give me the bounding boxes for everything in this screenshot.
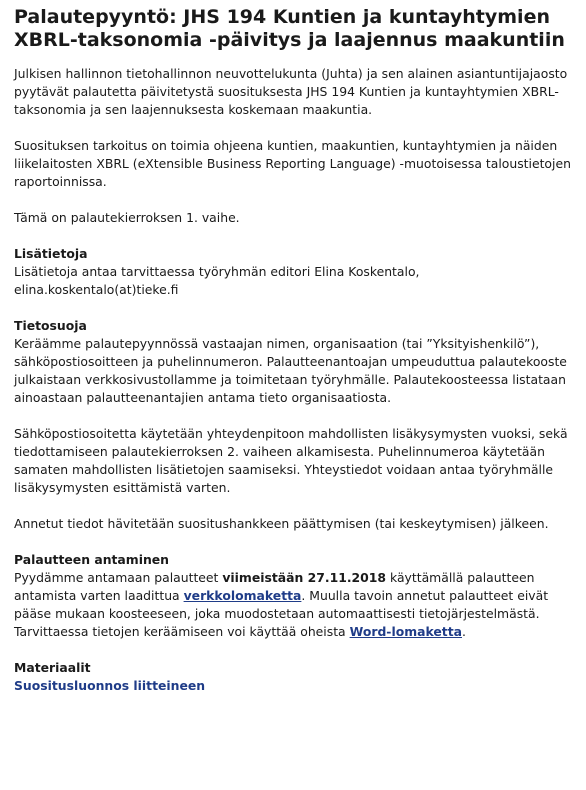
tietosuoja-paragraph-2: Sähköpostiosoitetta käytetään yhteydenpitoon mahdollisten lisäkysymysten vuoksi, sekä tiedottamiseen palautekierroksen 2. vaiheen alkamisesta. Puhelinnumeroa käytetään samaten mahdollisten lisätietojen saamiseksi. Yhteystiedot voidaan antaa työryhmälle lisäkysymysten esittämistä varten. [14,426,568,495]
palaute-heading: Palautteen antaminen [14,552,169,567]
page-title: Palautepyyntö: JHS 194 Kuntien ja kuntayhtymien XBRL-taksonomia -päivitys ja laajennus maakuntiin [14,6,565,51]
intro-paragraph-2: Suosituksen tarkoitus on toimia ohjeena kuntien, maakuntien, kuntayhtymien ja näiden liikelaitosten XBRL (eXtensible Business Reporting Language) -muotoisessa taloustietojen raportoinnissa. [14,138,571,189]
lisatietoja-text: Lisätietoja antaa tarvittaessa työryhmän editori Elina Koskentalo, elina.koskentalo(at)tieke.fi [14,264,420,297]
verkkolomake-link[interactable]: verkkolomaketta [183,588,302,603]
palaute-text-4: . [462,624,466,639]
materiaalit-paragraph [14,677,572,695]
intro-paragraph-3: Tämä on palautekierroksen 1. vaihe. [14,210,240,225]
tietosuoja-paragraph-3: Annetut tiedot hävitetään suositushankkeen päättymisen (tai keskeytymisen) jälkeen. [14,516,549,531]
palaute-text-3: . Muulla tavoin annetut palautteet eivät pääse mukaan koosteeseen, joka muodostetaan automaattisesti tietojärjestelmästä. Tarvittaessa tietojen keräämiseen voi käyttää oheista [14,588,549,639]
intro-paragraph-1: Julkisen hallinnon tietohallinnon neuvottelukunta (Juhta) ja sen alainen asiantuntijajaosto pyytävät palautetta päivitetystä suosituksesta JHS 194 Kuntien ja kuntayhtymien XBRL-taksonomia ja sen laajennuksesta koskemaan maakuntia. [14,66,568,117]
palaute-text-2: käyttämällä palautteen antamista varten laadittua [14,570,535,603]
materiaalit-heading: Materiaalit [14,660,91,675]
word-lomake-link[interactable]: Word-lomaketta [349,624,463,639]
palaute-text-1: Pyydämme antamaan palautteet [14,570,223,585]
lisatietoja-heading: Lisätietoja [14,246,88,261]
palaute-paragraph [14,569,572,641]
suositusluonnos-link[interactable]: Suositusluonnos liitteineen [14,678,206,693]
tietosuoja-heading: Tietosuoja [14,318,87,333]
tietosuoja-paragraph-1: Keräämme palautepyynnössä vastaajan nimen, organisaation (tai ”Yksityishenkilö”), sähköpostiosoitteen ja puhelinnumeron. Palautteenantoajan umpeuduttua palautekooste julkaistaan verkkosivustollamme ja toimitetaan työryhmälle. Palautekoosteessa listataan ainoastaan palautteenantajien antama tieto organisaatiosta. [14,336,567,405]
palaute-deadline: viimeistään 27.11.2018 [222,570,387,585]
